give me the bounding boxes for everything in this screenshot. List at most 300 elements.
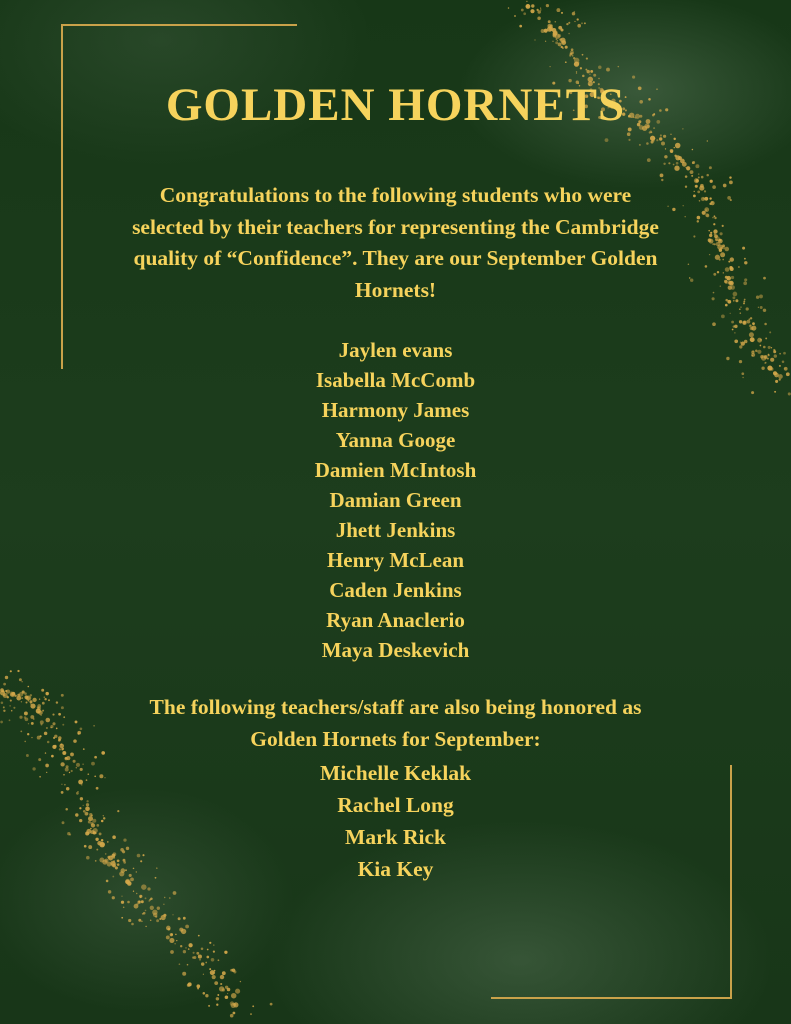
glitter-speck (39, 776, 41, 778)
glitter-speck (712, 217, 714, 219)
glitter-speck (733, 300, 735, 302)
glitter-speck (73, 739, 77, 743)
glitter-speck (713, 229, 717, 233)
glitter-speck (759, 294, 763, 298)
glitter-speck (729, 176, 731, 178)
glitter-speck (45, 752, 46, 753)
glitter-speck (685, 167, 686, 168)
glitter-speck (149, 899, 151, 901)
glitter-speck (5, 676, 8, 679)
student-name: Jaylen evans (338, 338, 453, 362)
glitter-speck (169, 938, 174, 943)
glitter-speck (743, 281, 747, 285)
glitter-speck (173, 891, 177, 895)
glitter-speck (199, 959, 201, 961)
glitter-speck (731, 321, 734, 324)
glitter-speck (715, 238, 718, 241)
glitter-speck (21, 681, 22, 682)
glitter-speck (782, 360, 785, 363)
glitter-speck (765, 337, 767, 339)
glitter-speck (147, 887, 150, 890)
glitter-speck (544, 29, 548, 33)
student-name: Yanna Googe (335, 428, 456, 452)
glitter-speck (764, 355, 768, 359)
glitter-speck (764, 323, 767, 326)
glitter-speck (183, 917, 186, 920)
glitter-speck (175, 934, 177, 936)
glitter-speck (176, 940, 177, 941)
glitter-speck (140, 897, 142, 899)
student-name: Harmony James (321, 398, 470, 422)
glitter-speck (136, 903, 138, 905)
glitter-speck (187, 964, 189, 966)
glitter-speck (678, 156, 682, 160)
glitter-speck (720, 252, 725, 257)
student-name: Isabella McComb (315, 368, 476, 392)
staff-name: Rachel Long (337, 793, 454, 817)
glitter-speck (779, 365, 781, 367)
glitter-speck (742, 247, 745, 250)
glitter-speck (770, 358, 774, 362)
glitter-speck (674, 155, 676, 157)
glitter-speck (713, 273, 716, 276)
glitter-speck (676, 162, 679, 165)
glitter-speck (763, 309, 766, 312)
glitter-speck (31, 737, 32, 738)
glitter-speck (763, 277, 766, 280)
glitter-speck (764, 362, 766, 364)
glitter-speck (740, 342, 741, 343)
glitter-speck (213, 944, 214, 945)
glitter-speck (37, 736, 41, 740)
glitter-speck (574, 21, 575, 22)
glitter-speck (31, 722, 34, 725)
glitter-speck (552, 41, 553, 42)
glitter-speck (555, 41, 558, 44)
glitter-speck (784, 367, 788, 371)
glitter-speck (62, 724, 64, 726)
glitter-speck (784, 368, 785, 369)
glitter-speck (767, 358, 769, 360)
glitter-speck (216, 997, 219, 1000)
glitter-speck (198, 935, 200, 937)
glitter-speck (749, 332, 754, 337)
glitter-speck (169, 897, 171, 899)
glitter-speck (548, 20, 551, 23)
glitter-speck (570, 51, 574, 55)
glitter-speck (514, 15, 516, 17)
glitter-speck (739, 308, 741, 310)
glitter-speck (220, 975, 224, 979)
glitter-speck (654, 138, 656, 140)
glitter-speck (21, 697, 23, 699)
glitter-speck (61, 749, 63, 751)
glitter-speck (725, 304, 728, 307)
glitter-speck (67, 832, 70, 835)
glitter-speck (580, 67, 582, 69)
glitter-speck (714, 217, 716, 219)
glitter-speck (61, 694, 64, 697)
glitter-speck (744, 258, 746, 260)
glitter-speck (210, 970, 215, 975)
student-name: Maya Deskevich (321, 638, 470, 662)
glitter-speck (723, 272, 724, 273)
glitter-speck (558, 26, 562, 30)
glitter-speck (701, 176, 704, 179)
glitter-speck (751, 326, 756, 331)
glitter-speck (560, 38, 565, 43)
teachers-intro-paragraph (80, 691, 711, 755)
glitter-speck (521, 9, 524, 12)
glitter-speck (545, 41, 546, 42)
glitter-speck (198, 955, 202, 959)
glitter-speck (692, 162, 694, 164)
glitter-speck (584, 22, 586, 24)
glitter-speck (185, 925, 189, 929)
glitter-speck (52, 722, 55, 725)
frame-bottom-right-horizontal (491, 997, 732, 999)
glitter-speck (668, 162, 670, 164)
glitter-speck (744, 261, 747, 264)
glitter-speck (526, 5, 528, 7)
glitter-speck (712, 297, 715, 300)
glitter-speck (233, 970, 236, 973)
glitter-speck (227, 988, 231, 992)
glitter-speck (755, 350, 758, 353)
student-name: Damian Green (329, 488, 462, 512)
intro-paragraph (80, 180, 711, 306)
glitter-speck (121, 917, 123, 919)
glitter-speck (59, 748, 61, 750)
glitter-speck (69, 772, 70, 773)
glitter-speck (576, 71, 577, 72)
glitter-speck (573, 57, 575, 59)
glitter-speck (734, 332, 735, 333)
glitter-speck (15, 695, 17, 697)
glitter-speck (738, 266, 740, 268)
glitter-speck (568, 22, 570, 24)
frame-top-left-vertical (61, 24, 63, 369)
glitter-speck (214, 981, 218, 985)
glitter-speck (751, 391, 754, 394)
glitter-speck (224, 951, 227, 954)
teachers-intro-line: The following teachers/staff are also being honored as (149, 695, 642, 719)
glitter-speck (549, 66, 550, 67)
glitter-speck (744, 278, 747, 281)
glitter-speck (20, 731, 22, 733)
glitter-speck (586, 58, 588, 60)
glitter-speck (723, 184, 727, 188)
glitter-speck (44, 696, 46, 698)
glitter-speck (728, 261, 730, 263)
glitter-speck (250, 1013, 252, 1015)
glitter-speck (172, 914, 173, 915)
glitter-speck (207, 949, 209, 951)
glitter-speck (227, 993, 228, 994)
glitter-speck (60, 743, 62, 745)
glitter-speck (179, 963, 181, 965)
glitter-speck (627, 132, 631, 136)
glitter-speck (231, 1003, 236, 1008)
glitter-speck (534, 39, 535, 40)
glitter-speck (121, 896, 122, 897)
glitter-speck (40, 723, 42, 725)
glitter-speck (56, 728, 58, 730)
glitter-speck (66, 765, 69, 768)
glitter-speck (19, 716, 22, 719)
glitter-speck (565, 61, 567, 63)
glitter-speck (749, 318, 751, 320)
glitter-speck (218, 959, 220, 961)
glitter-speck (779, 379, 781, 381)
glitter-speck (763, 346, 766, 349)
glitter-speck (185, 947, 187, 949)
glitter-speck (233, 1012, 236, 1015)
teachers-intro-line: Golden Hornets for September: (250, 727, 541, 751)
glitter-speck (66, 756, 70, 760)
glitter-speck (19, 678, 22, 681)
glitter-speck (720, 232, 723, 235)
glitter-speck (32, 767, 35, 770)
glitter-speck (54, 745, 57, 748)
glitter-speck (728, 286, 732, 290)
glitter-speck (739, 345, 742, 348)
glitter-speck (11, 710, 13, 712)
glitter-speck (141, 900, 144, 903)
glitter-speck (568, 33, 570, 35)
glitter-speck (145, 926, 146, 927)
glitter-speck (133, 891, 134, 892)
intro-line: quality of “Confidence”. They are our September Golden (133, 246, 658, 270)
glitter-speck (3, 683, 6, 686)
glitter-speck (734, 339, 738, 343)
glitter-speck (760, 306, 763, 309)
glitter-speck (30, 694, 32, 696)
glitter-speck (698, 177, 700, 179)
glitter-speck (774, 373, 779, 378)
glitter-speck (760, 339, 762, 341)
glitter-speck (698, 173, 699, 174)
glitter-speck (709, 166, 712, 169)
glitter-speck (28, 686, 30, 688)
glitter-speck (572, 12, 575, 15)
glitter-speck (48, 699, 50, 701)
glitter-speck (663, 163, 665, 165)
glitter-speck (656, 139, 658, 141)
glitter-speck (28, 723, 29, 724)
glitter-speck (732, 329, 734, 331)
glitter-speck (712, 185, 716, 189)
glitter-speck (664, 155, 667, 158)
glitter-speck (731, 276, 734, 279)
glitter-speck (0, 721, 3, 724)
glitter-speck (42, 702, 45, 705)
glitter-speck (663, 135, 666, 138)
glitter-speck (36, 708, 41, 713)
glitter-speck (673, 138, 675, 140)
glitter-speck (555, 21, 557, 23)
glitter-speck (589, 74, 590, 75)
glitter-speck (182, 972, 186, 976)
glitter-speck (768, 346, 771, 349)
glitter-speck (526, 1, 527, 2)
glitter-speck (730, 281, 733, 284)
glitter-speck (63, 752, 66, 755)
staff-list (80, 757, 711, 885)
glitter-speck (201, 962, 204, 965)
glitter-speck (692, 149, 694, 151)
glitter-speck (577, 18, 579, 20)
glitter-speck (531, 4, 534, 7)
glitter-speck (61, 791, 64, 794)
glitter-speck (60, 762, 64, 766)
glitter-speck (691, 175, 693, 177)
student-list (80, 335, 711, 665)
glitter-speck (646, 142, 649, 145)
glitter-speck (729, 181, 733, 185)
glitter-speck (170, 950, 174, 954)
glitter-speck (746, 307, 749, 310)
glitter-speck (24, 741, 26, 743)
glitter-speck (519, 25, 522, 28)
glitter-speck (767, 366, 772, 371)
glitter-speck (714, 243, 716, 245)
glitter-speck (779, 353, 781, 355)
glitter-speck (566, 23, 568, 25)
glitter-speck (628, 139, 630, 141)
glitter-speck (10, 700, 12, 702)
glitter-speck (722, 225, 724, 227)
glitter-speck (775, 380, 778, 383)
glitter-speck (64, 784, 66, 786)
glitter-speck (751, 351, 754, 354)
glitter-speck (19, 692, 24, 697)
glitter-speck (138, 901, 140, 903)
glitter-speck (66, 787, 69, 790)
glitter-speck (183, 950, 186, 953)
staff-name: Michelle Keklak (319, 761, 472, 785)
glitter-speck (660, 174, 664, 178)
glitter-speck (786, 372, 790, 376)
glitter-speck (10, 670, 12, 672)
glitter-speck (45, 764, 49, 768)
frame-top-left-horizontal (61, 24, 297, 26)
glitter-speck (618, 66, 619, 67)
glitter-speck (733, 292, 738, 297)
glitter-speck (573, 11, 575, 13)
glitter-speck (159, 918, 161, 920)
glitter-speck (32, 698, 36, 702)
glitter-speck (222, 971, 226, 975)
glitter-speck (734, 325, 737, 328)
glitter-speck (576, 73, 577, 74)
glitter-speck (28, 700, 29, 701)
glitter-speck (30, 704, 35, 709)
glitter-speck (150, 919, 152, 921)
frame-bottom-right-vertical (730, 765, 732, 999)
glitter-speck (47, 741, 50, 744)
glitter-speck (598, 66, 602, 70)
glitter-speck (208, 1005, 210, 1007)
glitter-speck (112, 896, 115, 899)
glitter-speck (550, 25, 553, 28)
glitter-speck (128, 919, 131, 922)
glitter-speck (136, 893, 137, 894)
glitter-speck (217, 994, 219, 996)
glitter-speck (706, 174, 709, 177)
glitter-speck (44, 732, 48, 736)
intro-line: Hornets! (354, 277, 437, 302)
glitter-speck (744, 340, 748, 344)
glitter-speck (212, 975, 216, 979)
glitter-speck (235, 989, 240, 994)
glitter-speck (665, 148, 666, 149)
intro-line: selected by their teachers for representing the Cambridge (132, 214, 659, 239)
glitter-speck (561, 12, 563, 14)
student-name: Ryan Anaclerio (326, 608, 465, 632)
glitter-speck (735, 299, 738, 302)
glitter-speck (39, 698, 40, 699)
glitter-speck (17, 670, 19, 672)
glitter-speck (33, 718, 35, 720)
glitter-speck (639, 144, 641, 146)
glitter-speck (164, 897, 165, 898)
glitter-speck (21, 701, 22, 702)
glitter-speck (740, 312, 742, 314)
glitter-speck (4, 694, 6, 696)
glitter-speck (1, 701, 4, 704)
glitter-speck (577, 24, 581, 28)
glitter-speck (157, 907, 160, 910)
glitter-speck (174, 943, 175, 944)
glitter-speck (65, 808, 68, 811)
glitter-speck (166, 935, 170, 939)
glitter-speck (740, 306, 741, 307)
student-name: Jhett Jenkins (335, 518, 456, 542)
glitter-speck (163, 904, 164, 905)
glitter-speck (141, 921, 143, 923)
glitter-speck (203, 974, 204, 975)
glitter-speck (686, 166, 690, 170)
glitter-speck (187, 983, 191, 987)
glitter-speck (216, 1004, 218, 1006)
staff-name: Kia Key (357, 857, 434, 881)
glitter-speck (739, 320, 742, 323)
glitter-speck (605, 138, 609, 142)
glitter-speck (141, 884, 146, 889)
glitter-speck (537, 10, 540, 13)
intro-line: Congratulations to the following students who were (159, 183, 632, 207)
glitter-speck (50, 727, 51, 728)
glitter-speck (27, 733, 29, 735)
glitter-speck (205, 994, 208, 997)
glitter-speck (659, 137, 662, 140)
glitter-speck (46, 727, 48, 729)
glitter-speck (203, 992, 206, 995)
glitter-speck (41, 689, 44, 692)
glitter-speck (558, 42, 562, 46)
glitter-speck (773, 349, 775, 351)
glitter-speck (201, 948, 204, 951)
glitter-speck (71, 753, 73, 755)
glitter-speck (24, 716, 27, 719)
glitter-speck (54, 735, 57, 738)
glitter-speck (7, 696, 9, 698)
glitter-speck (725, 299, 728, 302)
glitter-speck (725, 276, 728, 279)
glitter-speck (685, 175, 688, 178)
glitter-speck (206, 956, 209, 959)
